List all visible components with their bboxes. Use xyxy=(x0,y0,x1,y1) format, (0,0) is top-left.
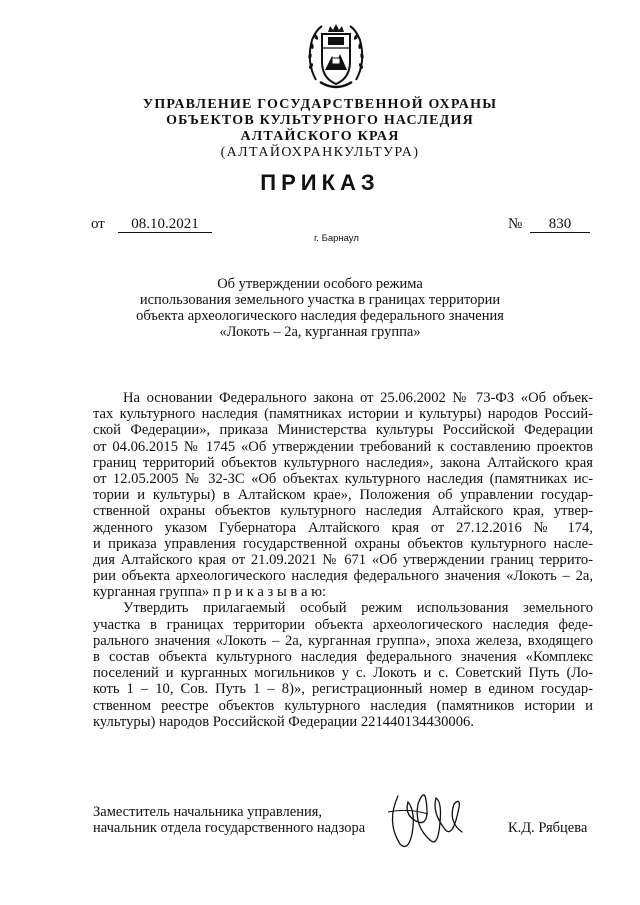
order-number: 830 xyxy=(530,216,590,233)
body-line: коть 1 – 10, Сов. Путь 1 – 8)», регистрационный номер в едином государ- xyxy=(93,681,593,698)
body-line: дия Алтайского края от 21.09.2021 № 671 «Об утверждении границ террито- xyxy=(93,551,593,568)
date-prefix: от xyxy=(91,216,105,232)
body-line: тах культурного наследия (памятниках истории и культуры) народов Россий- xyxy=(93,406,593,423)
body-line: поселений и курганных могильников у с. Локоть и с. Советский Путь (Ло- xyxy=(93,665,593,682)
signer-position xyxy=(93,804,365,836)
body-line: тории и культуры) в Алтайском крае», Положения об управлении государ- xyxy=(93,487,593,504)
signer-position-line: начальник отдела государственного надзора xyxy=(93,820,366,836)
city-label: г. Барнаул xyxy=(314,233,359,244)
body-line: курганная группа» п р и к а з ы в а ю: xyxy=(93,584,327,601)
body-line: культуры) народов Российской Федерации 221440134430006. xyxy=(93,713,474,730)
order-body xyxy=(93,390,593,730)
org-name-line2: ОБЪЕКТОВ КУЛЬТУРНОГО НАСЛЕДИЯ xyxy=(166,113,474,128)
body-line: от 04.06.2015 № 1745 «Об утверждении требований к составлению проектов xyxy=(93,438,593,455)
subject-line: объекта археологического наследия федерального значения xyxy=(136,308,504,324)
body-line: границ территорий объектов культурного наследия», закона Алтайского края xyxy=(93,454,593,471)
body-line: участка в границах территории объекта археологического наследия феде- xyxy=(93,616,593,633)
subject-line: Об утверждении особого режима xyxy=(217,276,423,292)
body-line: жденного указом Губернатора Алтайского края от 27.12.2016 № 174, xyxy=(93,519,593,536)
body-line: рального значения «Локоть – 2а, курганная группа», эпоха железа, входящего xyxy=(93,632,593,649)
body-line: рии объекта археологического наследия федерального значения «Локоть – 2а, xyxy=(93,568,593,585)
org-name-line3: АЛТАЙСКОГО КРАЯ xyxy=(240,129,400,144)
signer-position-line: Заместитель начальника управления, xyxy=(93,804,323,820)
org-name-line1: УПРАВЛЕНИЕ ГОСУДАРСТВЕННОЙ ОХРАНЫ xyxy=(142,97,498,112)
body-line: На основании Федерального закона от 25.06.2002 № 73-ФЗ «Об объек- xyxy=(123,390,593,406)
body-line: ственной охраны объектов культурного наследия Алтайского края, утвер- xyxy=(93,503,593,520)
body-line: Утвердить прилагаемый особый режим использования земельного xyxy=(123,600,593,617)
handwritten-signature-icon xyxy=(378,782,478,852)
body-line: от 12.05.2005 № 32-ЗС «Об объектах культурного наследия (памятниках ис- xyxy=(93,470,593,487)
number-prefix: № xyxy=(508,216,523,232)
org-short-name: (АЛТАЙОХРАНКУЛЬТУРА) xyxy=(220,145,420,160)
body-line: и приказа управления государственной охраны объектов культурного насле- xyxy=(93,535,593,552)
subject-line: использования земельного участка в границах территории xyxy=(139,292,501,308)
order-subject xyxy=(0,276,640,340)
order-date: 08.10.2021 xyxy=(118,216,212,233)
subject-line: «Локоть – 2а, курганная группа» xyxy=(219,324,421,340)
body-line: в состав объекта культурного наследия федерального значения «Комплекс xyxy=(93,649,593,665)
body-line: ственном реестре объектов культурного наследия (памятников истории и xyxy=(93,697,593,714)
body-line: ской Федерации», приказа Министерства культуры Российской Федерации xyxy=(93,422,593,439)
signer-name: К.Д. Рябцева xyxy=(508,820,588,836)
document-type-title: ПРИКАЗ xyxy=(260,170,380,195)
coat-of-arms-icon xyxy=(302,18,370,98)
